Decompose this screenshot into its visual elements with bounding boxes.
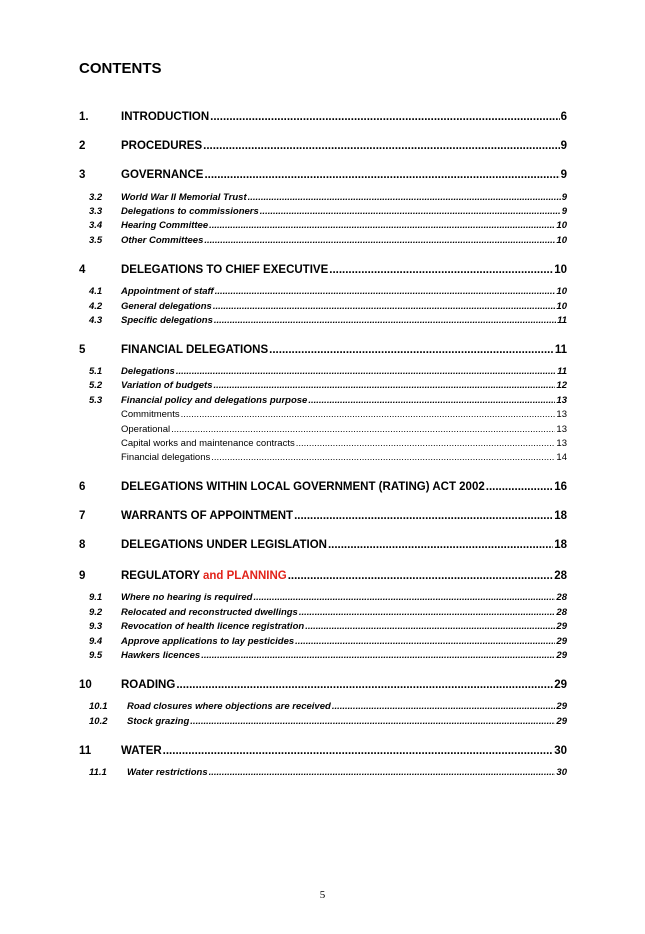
toc-entry-label: DELEGATIONS TO CHIEF EXECUTIVE xyxy=(121,264,329,276)
toc-entry[interactable] xyxy=(0,650,645,666)
toc-leader-dots xyxy=(260,206,561,217)
toc-leader-dots xyxy=(308,395,555,406)
toc-leader-dots xyxy=(209,767,556,778)
toc-leader-dots xyxy=(176,366,556,377)
toc-entry-page: 29 xyxy=(554,679,567,691)
toc-entry-page: 11 xyxy=(557,366,567,377)
toc-entry-label: Commitments xyxy=(121,409,180,420)
toc-entry-page: 6 xyxy=(560,111,567,123)
toc-entry-number: 4.1 xyxy=(89,286,103,297)
toc-entry-label: GOVERNANCE xyxy=(121,169,204,181)
toc-entry-label: General delegations xyxy=(121,301,212,312)
toc-entry-page: 12 xyxy=(556,380,567,391)
toc-entry-number: 5.1 xyxy=(89,366,103,377)
toc-entry-page: 10 xyxy=(556,235,567,246)
toc-entry-number: 10.2 xyxy=(89,716,108,727)
toc-entry-number: 11.1 xyxy=(89,767,107,778)
toc-entry-label: FINANCIAL DELEGATIONS xyxy=(121,344,269,356)
toc-entry[interactable] xyxy=(0,286,645,302)
toc-entry-number: 7 xyxy=(79,510,86,522)
toc-entry[interactable] xyxy=(0,510,645,526)
toc-entry-page: 9 xyxy=(561,206,567,217)
toc-entry-label: Hearing Committee xyxy=(121,220,209,231)
toc-leader-dots xyxy=(171,424,555,435)
toc-leader-dots xyxy=(201,650,555,661)
toc-entry-number: 10 xyxy=(79,679,92,691)
toc-entry-page: 16 xyxy=(554,481,567,493)
toc-entry-label: Revocation of health licence registration xyxy=(121,621,305,632)
toc-entry-number: 9 xyxy=(79,570,86,582)
toc-entry-number: 10.1 xyxy=(89,701,108,712)
toc-entry-label: Relocated and reconstructed dwellings xyxy=(121,607,298,618)
toc-entry-page: 9 xyxy=(561,192,567,203)
toc-entry[interactable] xyxy=(0,140,645,156)
toc-entry-number: 4 xyxy=(79,264,86,276)
toc-entry-page: 30 xyxy=(554,745,567,757)
toc-entry-page: 10 xyxy=(556,301,567,312)
toc-entry-number: 5.2 xyxy=(89,380,103,391)
toc-leader-dots xyxy=(294,510,553,522)
toc-entry-label-highlight: and PLANNING xyxy=(203,570,287,582)
toc-entry-page: 18 xyxy=(554,510,567,522)
toc-entry[interactable] xyxy=(0,481,645,497)
toc-entry-page: 11 xyxy=(557,315,567,326)
toc-entry[interactable] xyxy=(0,111,645,127)
toc-leader-dots xyxy=(328,539,553,551)
toc-entry-label: World War II Memorial Trust xyxy=(121,192,247,203)
toc-entry[interactable] xyxy=(0,679,645,695)
toc-entry-page: 18 xyxy=(554,539,567,551)
toc-leader-dots xyxy=(204,169,559,181)
toc-entry[interactable] xyxy=(0,235,645,251)
toc-leader-dots xyxy=(305,621,555,632)
toc-entry-label: Variation of budgets xyxy=(121,380,213,391)
toc-entry-number: 5 xyxy=(79,344,86,356)
toc-leader-dots xyxy=(211,452,555,463)
toc-entry-number: 6 xyxy=(79,481,86,493)
toc-entry-label: Water restrictions xyxy=(127,767,208,778)
toc-leader-dots xyxy=(215,286,556,297)
toc-entry[interactable] xyxy=(0,716,645,732)
toc-entry[interactable] xyxy=(0,264,645,280)
toc-entry-page: 13 xyxy=(556,409,567,420)
toc-entry[interactable] xyxy=(0,409,645,425)
toc-leader-dots xyxy=(253,592,555,603)
toc-leader-dots xyxy=(190,716,555,727)
toc-entry-label: Capital works and maintenance contracts xyxy=(121,438,295,449)
toc-entry-page: 28 xyxy=(556,607,567,618)
toc-entry[interactable] xyxy=(0,380,645,396)
toc-leader-dots xyxy=(209,220,555,231)
toc-entry-label: WATER xyxy=(121,745,162,757)
toc-entry-page: 11 xyxy=(554,344,567,356)
toc-leader-dots xyxy=(163,745,554,757)
toc-entry-number: 4.2 xyxy=(89,301,103,312)
toc-entry-number: 3.2 xyxy=(89,192,103,203)
toc-entry[interactable] xyxy=(0,745,645,761)
toc-entry-page: 30 xyxy=(556,767,567,778)
toc-entry-label: Delegations to commissioners xyxy=(121,206,259,217)
toc-entry-page: 9 xyxy=(560,140,567,152)
toc-leader-dots xyxy=(295,636,555,647)
toc-entry-number: 9.4 xyxy=(89,636,103,647)
toc-entry-label: Specific delegations xyxy=(121,315,213,326)
toc-entry-number: 2 xyxy=(79,140,86,152)
toc-entry-label: Stock grazing xyxy=(127,716,190,727)
toc-entry-page: 14 xyxy=(556,452,567,463)
toc-entry-label: Delegations xyxy=(121,366,175,377)
toc-entry-page: 28 xyxy=(556,592,567,603)
toc-entry-page: 13 xyxy=(556,395,567,406)
toc-entry-page: 10 xyxy=(554,264,567,276)
toc-entry[interactable] xyxy=(0,220,645,236)
toc-entry-label: DELEGATIONS UNDER LEGISLATION xyxy=(121,539,327,551)
toc-entry-number: 11 xyxy=(79,745,92,757)
toc-entry-page: 28 xyxy=(554,570,567,582)
toc-entry[interactable] xyxy=(0,592,645,608)
toc-entry-page: 29 xyxy=(556,636,567,647)
page-title: CONTENTS xyxy=(79,60,162,77)
toc-entry-label: ROADING xyxy=(121,679,176,691)
toc-leader-dots xyxy=(296,438,556,449)
toc-entry-number: 9.3 xyxy=(89,621,103,632)
toc-entry-label: Appointment of staff xyxy=(121,286,214,297)
toc-entry-label: Operational xyxy=(121,424,171,435)
toc-leader-dots xyxy=(248,192,561,203)
toc-leader-dots xyxy=(332,701,556,712)
toc-leader-dots xyxy=(288,570,554,582)
toc-entry[interactable] xyxy=(0,452,645,468)
toc-entry-label: Other Committees xyxy=(121,235,204,246)
toc-leader-dots xyxy=(213,380,555,391)
toc-entry-page: 13 xyxy=(556,424,567,435)
toc-entry-label: REGULATORY and PLANNING xyxy=(121,570,287,582)
toc-entry-page: 29 xyxy=(556,621,567,632)
toc-entry-label: Financial delegations xyxy=(121,452,211,463)
toc-entry-number: 1. xyxy=(79,111,89,123)
toc-leader-dots xyxy=(204,235,555,246)
toc-leader-dots xyxy=(486,481,553,493)
toc-entry-label: Road closures where objections are received xyxy=(127,701,331,712)
toc-entry[interactable] xyxy=(0,169,645,185)
toc-entry-page: 29 xyxy=(556,716,567,727)
toc-entry-label: PROCEDURES xyxy=(121,140,203,152)
toc-entry-label: Financial policy and delegations purpose xyxy=(121,395,308,406)
toc-entry-number: 3.5 xyxy=(89,235,103,246)
toc-entry-page: 10 xyxy=(556,220,567,231)
toc-entry-page: 10 xyxy=(556,286,567,297)
toc-entry-page: 9 xyxy=(560,169,567,181)
toc-leader-dots xyxy=(329,264,553,276)
toc-entry-number: 3 xyxy=(79,169,86,181)
toc-leader-dots xyxy=(176,679,553,691)
toc-entry-number: 9.1 xyxy=(89,592,103,603)
toc-entry-page: 29 xyxy=(556,650,567,661)
toc-entry-number: 9.5 xyxy=(89,650,103,661)
toc-entry-number: 3.3 xyxy=(89,206,103,217)
toc-entry[interactable] xyxy=(0,767,645,783)
page-number: 5 xyxy=(319,889,326,901)
toc-leader-dots xyxy=(214,315,556,326)
toc-entry-label: Where no hearing is required xyxy=(121,592,253,603)
toc-entry-number: 8 xyxy=(79,539,86,551)
toc-leader-dots xyxy=(210,111,559,123)
toc-entry-label: DELEGATIONS WITHIN LOCAL GOVERNMENT (RATING) ACT 2002 xyxy=(121,481,485,493)
toc-entry[interactable] xyxy=(0,344,645,360)
toc-entry-number: 9.2 xyxy=(89,607,103,618)
toc-leader-dots xyxy=(299,607,556,618)
toc-leader-dots xyxy=(213,301,556,312)
toc-entry-number: 4.3 xyxy=(89,315,103,326)
toc-entry[interactable] xyxy=(0,539,645,555)
toc-entry-number: 5.3 xyxy=(89,395,103,406)
toc-entry-page: 13 xyxy=(556,438,567,449)
toc-entry-label: WARRANTS OF APPOINTMENT xyxy=(121,510,294,522)
toc-entry[interactable] xyxy=(0,315,645,331)
toc-leader-dots xyxy=(181,409,556,420)
toc-entry[interactable] xyxy=(0,621,645,637)
toc-entry-label: Hawkers licences xyxy=(121,650,201,661)
toc-leader-dots xyxy=(203,140,559,152)
toc-entry-page: 29 xyxy=(556,701,567,712)
toc-entry-label: INTRODUCTION xyxy=(121,111,210,123)
toc-entry-number: 3.4 xyxy=(89,220,103,231)
toc-entry[interactable] xyxy=(0,570,645,586)
toc-entry-label: Approve applications to lay pesticides xyxy=(121,636,295,647)
toc-leader-dots xyxy=(269,344,554,356)
toc-entry[interactable] xyxy=(0,701,645,717)
